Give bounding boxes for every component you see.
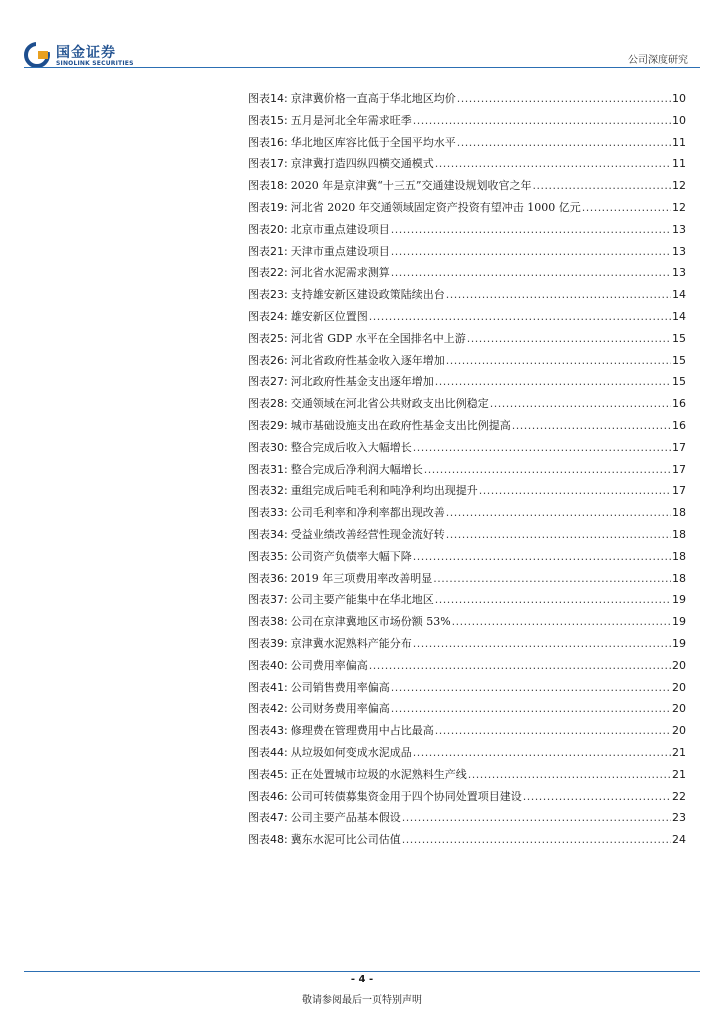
figure-label: 图表 (248, 789, 270, 803)
figure-page-number: 19 (672, 636, 686, 650)
dot-leader (446, 284, 671, 306)
figure-page-number: 19 (672, 615, 686, 629)
figure-separator: : (284, 113, 288, 127)
figure-separator: : (284, 615, 288, 629)
toc-entry[interactable] (248, 328, 686, 350)
figure-title: 从垃圾如何变成水泥成品 (290, 745, 412, 759)
figure-number: 27 (270, 375, 284, 389)
dot-leader (452, 611, 671, 633)
figure-number: 40 (270, 658, 284, 672)
figure-separator: : (284, 157, 288, 171)
figure-separator: : (284, 593, 288, 607)
figure-title: 整合完成后收入大幅增长 (290, 440, 412, 454)
dot-leader (446, 524, 671, 546)
toc-entry[interactable] (248, 415, 686, 437)
figure-separator: : (284, 179, 288, 193)
figure-label: 图表 (248, 266, 270, 280)
figure-number: 23 (270, 288, 284, 302)
logo-english-name: SINOLINK SECURITIES (56, 60, 134, 67)
figure-title: 城市基础设施支出在政府性基金支出比例提高 (290, 418, 511, 432)
dot-leader (391, 219, 671, 241)
figure-label: 图表 (248, 200, 270, 214)
dot-leader (479, 480, 671, 502)
figure-separator: : (284, 658, 288, 672)
figure-separator: : (284, 288, 288, 302)
toc-entry[interactable] (248, 698, 686, 720)
dot-leader (402, 807, 671, 829)
toc-entry[interactable] (248, 197, 686, 219)
dot-leader (391, 698, 671, 720)
dot-leader (582, 197, 671, 219)
figure-separator: : (284, 702, 288, 716)
toc-entry[interactable] (248, 742, 686, 764)
figure-label: 图表 (248, 309, 270, 323)
figure-page-number: 14 (672, 309, 686, 323)
figure-number: 37 (270, 593, 284, 607)
figure-title: 华北地区库容比低于全国平均水平 (290, 135, 456, 149)
page-number: - 4 - (350, 974, 374, 985)
figure-title: 河北省 2020 年交通领域固定资产投资有望冲击 1000 亿元 (290, 200, 581, 214)
logo-mark-icon (24, 42, 52, 68)
figure-separator: : (284, 549, 288, 563)
toc-entry[interactable] (248, 524, 686, 546)
figure-number: 48 (270, 833, 284, 847)
figure-title: 公司费用率偏高 (290, 658, 368, 672)
toc-entry[interactable] (248, 306, 686, 328)
figure-title: 公司在京津冀地区市场份额 53% (290, 615, 451, 629)
dot-leader (512, 415, 671, 437)
toc-entry[interactable] (248, 807, 686, 829)
figure-number: 34 (270, 527, 284, 541)
figure-label: 图表 (248, 680, 270, 694)
figure-label: 图表 (248, 179, 270, 193)
dot-leader (435, 589, 671, 611)
dot-leader (446, 502, 671, 524)
figure-title: 正在处置城市垃圾的水泥熟料生产线 (290, 767, 467, 781)
figure-number: 42 (270, 702, 284, 716)
figure-page-number: 23 (672, 811, 686, 825)
dot-leader (413, 633, 671, 655)
figure-number: 24 (270, 309, 284, 323)
figure-title: 京津冀价格一直高于华北地区均价 (290, 92, 456, 105)
figure-title: 京津冀水泥熟料产能分布 (290, 636, 412, 650)
figure-title: 河北政府性基金支出逐年增加 (290, 375, 434, 389)
figure-separator: : (284, 440, 288, 454)
figure-label: 图表 (248, 506, 270, 520)
dot-leader (391, 241, 671, 263)
figure-separator: : (284, 811, 288, 825)
figure-title: 公司可转债募集资金用于四个协同处置项目建设 (290, 789, 522, 803)
figure-page-number: 12 (672, 200, 686, 214)
figure-label: 图表 (248, 615, 270, 629)
figure-page-number: 10 (672, 92, 686, 105)
figure-number: 25 (270, 331, 284, 345)
figure-separator: : (284, 636, 288, 650)
toc-entry[interactable] (248, 589, 686, 611)
figure-page-number: 14 (672, 288, 686, 302)
figure-page-number: 13 (672, 222, 686, 236)
figure-number: 16 (270, 135, 284, 149)
dot-leader (435, 720, 671, 742)
figure-number: 35 (270, 549, 284, 563)
dot-leader (468, 764, 671, 786)
figure-number: 29 (270, 418, 284, 432)
figure-label: 图表 (248, 418, 270, 432)
figure-number: 18 (270, 179, 284, 193)
figure-title: 天津市重点建设项目 (290, 244, 390, 258)
figure-title: 公司主要产品基本假设 (290, 811, 401, 825)
figure-title: 公司毛利率和净利率都出现改善 (290, 506, 445, 520)
figure-separator: : (284, 353, 288, 367)
figure-number: 38 (270, 615, 284, 629)
figure-title: 重组完成后吨毛利和吨净利均出现提升 (290, 484, 478, 498)
figure-label: 图表 (248, 397, 270, 411)
figure-title: 北京市重点建设项目 (290, 222, 390, 236)
figure-label: 图表 (248, 484, 270, 498)
toc-entry[interactable] (248, 241, 686, 263)
figure-number: 33 (270, 506, 284, 520)
disclaimer-note: 敬请参阅最后一页特别声明 (302, 995, 422, 1006)
figure-page-number: 18 (672, 527, 686, 541)
figure-title: 交通领域在河北省公共财政支出比例稳定 (290, 397, 489, 411)
figure-number: 44 (270, 745, 284, 759)
toc-entry[interactable] (248, 764, 686, 786)
toc-entry[interactable] (248, 371, 686, 393)
figure-separator: : (284, 375, 288, 389)
figure-separator: : (284, 506, 288, 520)
dot-leader (391, 262, 671, 284)
figure-label: 图表 (248, 571, 270, 585)
figure-list (248, 88, 686, 851)
figure-number: 19 (270, 200, 284, 214)
toc-entry[interactable] (248, 633, 686, 655)
figure-page-number: 13 (672, 244, 686, 258)
figure-page-number: 16 (672, 397, 686, 411)
figure-separator: : (284, 331, 288, 345)
figure-separator: : (284, 680, 288, 694)
dot-leader (435, 153, 671, 175)
figure-label: 图表 (248, 92, 270, 105)
figure-label: 图表 (248, 593, 270, 607)
toc-entry[interactable] (248, 132, 686, 154)
figure-separator: : (284, 571, 288, 585)
figure-label: 图表 (248, 440, 270, 454)
figure-number: 28 (270, 397, 284, 411)
figure-label: 图表 (248, 113, 270, 127)
figure-separator: : (284, 92, 288, 105)
figure-separator: : (284, 789, 288, 803)
dot-leader (369, 655, 671, 677)
figure-number: 20 (270, 222, 284, 236)
figure-number: 17 (270, 157, 284, 171)
toc-entry[interactable] (248, 153, 686, 175)
toc-entry[interactable] (248, 284, 686, 306)
figure-page-number: 19 (672, 593, 686, 607)
figure-separator: : (284, 135, 288, 149)
figure-label: 图表 (248, 658, 270, 672)
toc-entry[interactable] (248, 655, 686, 677)
toc-entry[interactable] (248, 459, 686, 481)
figure-number: 43 (270, 724, 284, 738)
figure-title: 公司销售费用率偏高 (290, 680, 390, 694)
figure-separator: : (284, 527, 288, 541)
toc-entry[interactable] (248, 829, 686, 851)
figure-label: 图表 (248, 636, 270, 650)
figure-separator: : (284, 309, 288, 323)
dot-leader (532, 175, 671, 197)
dot-leader (490, 393, 671, 415)
figure-page-number: 13 (672, 266, 686, 280)
figure-page-number: 24 (672, 833, 686, 847)
figure-separator: : (284, 724, 288, 738)
figure-title: 河北省 GDP 水平在全国排名中上游 (290, 331, 466, 345)
toc-entry[interactable] (248, 393, 686, 415)
toc-entry[interactable] (248, 611, 686, 633)
figure-number: 41 (270, 680, 284, 694)
figure-title: 河北省水泥需求测算 (290, 266, 390, 280)
toc-entry[interactable] (248, 502, 686, 524)
toc-entry[interactable] (248, 350, 686, 372)
figure-label: 图表 (248, 353, 270, 367)
figure-title: 2020 年是京津冀“十三五”交通建设规划收官之年 (290, 179, 532, 193)
toc-entry[interactable] (248, 437, 686, 459)
toc-entry[interactable] (248, 720, 686, 742)
dot-leader (435, 371, 671, 393)
dot-leader (413, 437, 671, 459)
dot-leader (433, 568, 671, 590)
figure-label: 图表 (248, 833, 270, 847)
figure-separator: : (284, 484, 288, 498)
figure-label: 图表 (248, 157, 270, 171)
header-divider (24, 67, 700, 68)
figure-page-number: 11 (672, 135, 686, 149)
figure-page-number: 22 (672, 789, 686, 803)
figure-page-number: 16 (672, 418, 686, 432)
figure-title: 公司财务费用率偏高 (290, 702, 390, 716)
figure-number: 46 (270, 789, 284, 803)
toc-entry[interactable] (248, 219, 686, 241)
figure-title: 河北省政府性基金收入逐年增加 (290, 353, 445, 367)
figure-page-number: 10 (672, 113, 686, 127)
figure-number: 22 (270, 266, 284, 280)
figure-page-number: 18 (672, 571, 686, 585)
figure-title: 受益业绩改善经营性现金流好转 (290, 527, 445, 541)
figure-separator: : (284, 767, 288, 781)
figure-page-number: 18 (672, 506, 686, 520)
figure-label: 图表 (248, 745, 270, 759)
figure-page-number: 21 (672, 745, 686, 759)
figure-separator: : (284, 244, 288, 258)
figure-separator: : (284, 266, 288, 280)
figure-page-number: 17 (672, 462, 686, 476)
figure-separator: : (284, 462, 288, 476)
figure-number: 36 (270, 571, 284, 585)
figure-label: 图表 (248, 375, 270, 389)
page-header (0, 0, 724, 80)
dot-leader (523, 786, 671, 808)
figure-title: 公司资产负债率大幅下降 (290, 549, 412, 563)
figure-page-number: 21 (672, 767, 686, 781)
figure-label: 图表 (248, 222, 270, 236)
figure-number: 45 (270, 767, 284, 781)
figure-number: 21 (270, 244, 284, 258)
toc-entry[interactable] (248, 262, 686, 284)
figure-title: 支持雄安新区建设政策陆续出台 (290, 288, 445, 302)
figure-number: 26 (270, 353, 284, 367)
dot-leader (424, 459, 671, 481)
figure-title: 雄安新区位置图 (290, 309, 368, 323)
figure-label: 图表 (248, 527, 270, 541)
figure-label: 图表 (248, 767, 270, 781)
dot-leader (457, 88, 671, 110)
dot-leader (467, 328, 671, 350)
figure-separator: : (284, 222, 288, 236)
company-logo (24, 40, 144, 70)
figure-page-number: 17 (672, 484, 686, 498)
toc-entry[interactable] (248, 677, 686, 699)
figure-separator: : (284, 200, 288, 214)
figure-page-number: 15 (672, 353, 686, 367)
figure-label: 图表 (248, 462, 270, 476)
dot-leader (369, 306, 671, 328)
figure-page-number: 12 (672, 179, 686, 193)
dot-leader (402, 829, 671, 851)
toc-entry[interactable] (248, 480, 686, 502)
figure-label: 图表 (248, 244, 270, 258)
figure-separator: : (284, 745, 288, 759)
figure-separator: : (284, 397, 288, 411)
figure-number: 47 (270, 811, 284, 825)
figure-title: 冀东水泥可比公司估值 (290, 833, 401, 847)
figure-label: 图表 (248, 811, 270, 825)
document-type: 公司深度研究 (628, 55, 688, 66)
dot-leader (457, 132, 671, 154)
figure-page-number: 15 (672, 375, 686, 389)
figure-separator: : (284, 418, 288, 432)
toc-entry[interactable] (248, 88, 686, 110)
toc-entry[interactable] (248, 546, 686, 568)
figure-separator: : (284, 833, 288, 847)
figure-title: 修理费在管理费用中占比最高 (290, 724, 434, 738)
footer-divider (24, 971, 700, 972)
figure-title: 2019 年三项费用率改善明显 (290, 571, 433, 585)
figure-title: 公司主要产能集中在华北地区 (290, 593, 434, 607)
dot-leader (446, 350, 671, 372)
figure-title: 五月是河北全年需求旺季 (290, 113, 412, 127)
figure-title: 整合完成后净利润大幅增长 (290, 462, 423, 476)
figure-number: 31 (270, 462, 284, 476)
figure-label: 图表 (248, 288, 270, 302)
figure-page-number: 17 (672, 440, 686, 454)
figure-page-number: 20 (672, 680, 686, 694)
logo-chinese-name: 国金证券 (56, 45, 116, 61)
figure-number: 30 (270, 440, 284, 454)
figure-label: 图表 (248, 331, 270, 345)
toc-entry[interactable] (248, 110, 686, 132)
figure-page-number: 18 (672, 549, 686, 563)
figure-page-number: 11 (672, 157, 686, 171)
figure-label: 图表 (248, 549, 270, 563)
figure-page-number: 15 (672, 331, 686, 345)
figure-page-number: 20 (672, 724, 686, 738)
figure-title: 京津冀打造四纵四横交通模式 (290, 157, 434, 171)
toc-entry[interactable] (248, 786, 686, 808)
figure-number: 32 (270, 484, 284, 498)
dot-leader (413, 742, 671, 764)
figure-number: 14 (270, 92, 284, 105)
figure-number: 39 (270, 636, 284, 650)
toc-entry[interactable] (248, 175, 686, 197)
figure-page-number: 20 (672, 658, 686, 672)
dot-leader (413, 110, 671, 132)
figure-number: 15 (270, 113, 284, 127)
dot-leader (391, 677, 671, 699)
figure-page-number: 20 (672, 702, 686, 716)
figure-label: 图表 (248, 724, 270, 738)
figure-label: 图表 (248, 135, 270, 149)
figure-label: 图表 (248, 702, 270, 716)
toc-entry[interactable] (248, 568, 686, 590)
dot-leader (413, 546, 671, 568)
